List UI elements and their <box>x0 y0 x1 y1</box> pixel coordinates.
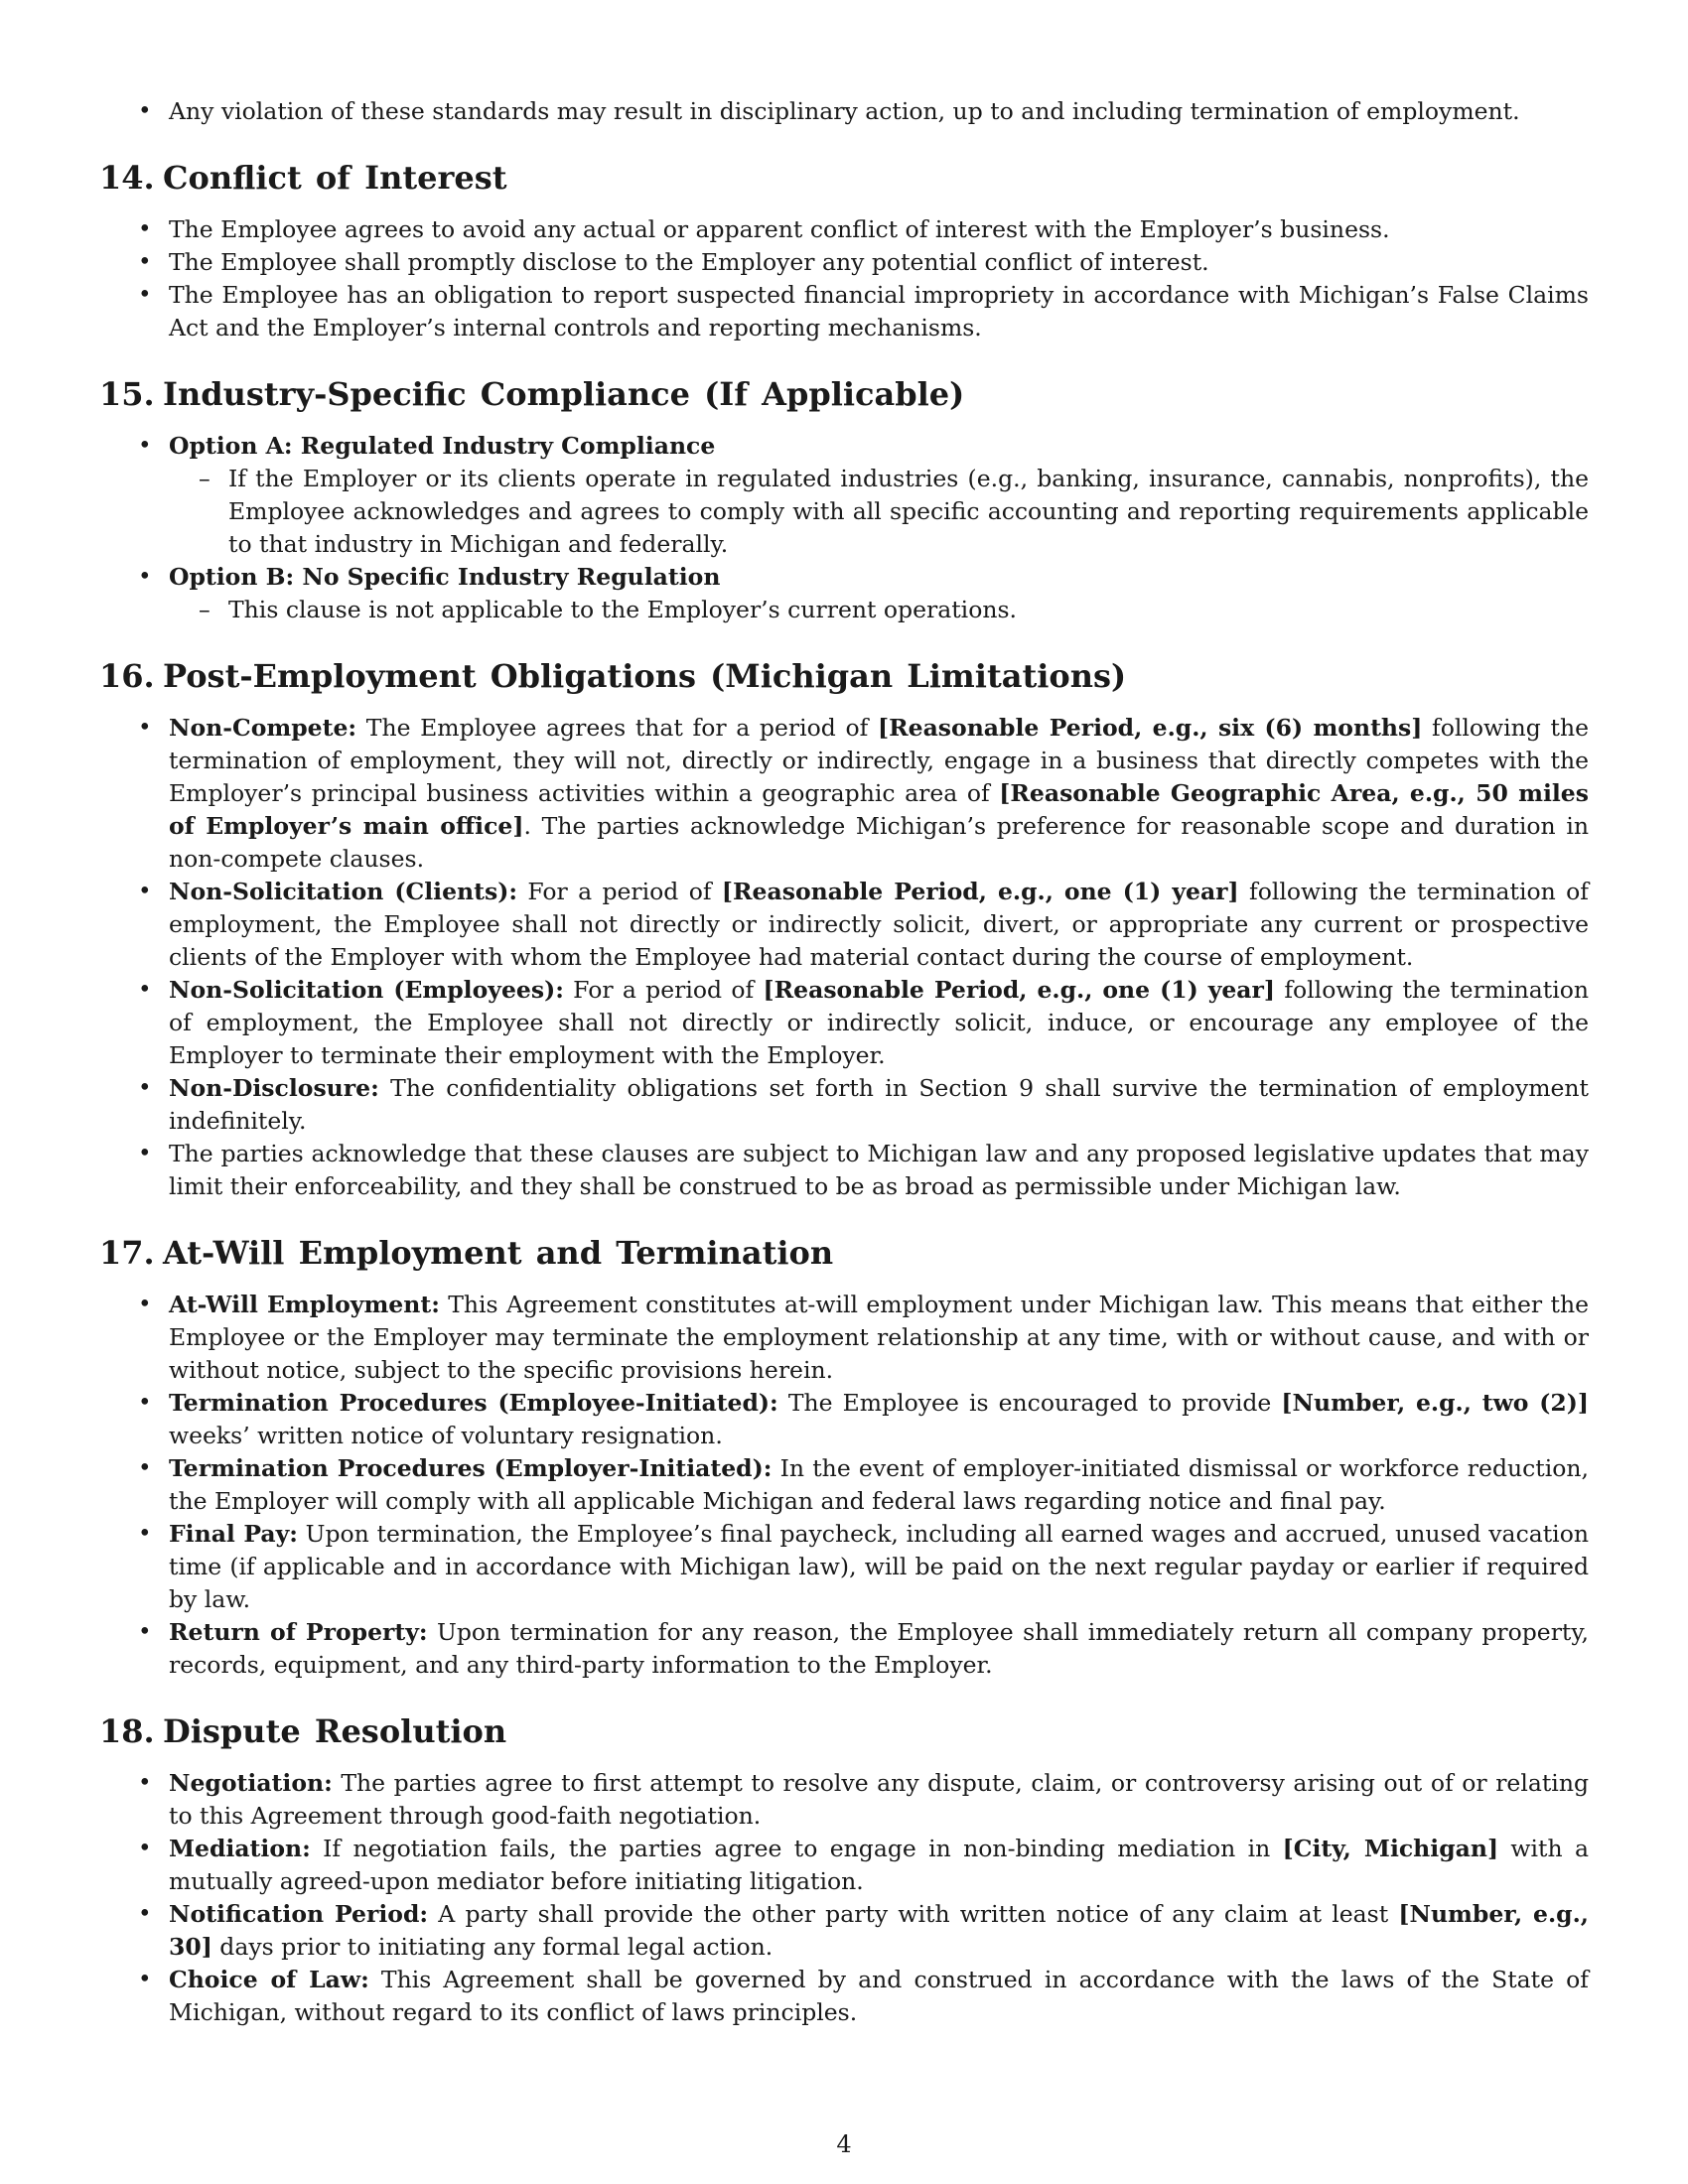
item-text: weeks’ written notice of voluntary resignation. <box>169 1422 723 1449</box>
item-label: Notification Period: <box>169 1900 429 1928</box>
section-title: At-Will Employment and Termination <box>163 1234 834 1272</box>
list-item <box>99 246 1589 279</box>
placeholder-number: [Number, e.g., two (2)] <box>1281 1389 1589 1417</box>
item-text: The confidentiality obligations set forth in Section 9 shall survive the termination of employment indefinitely. <box>169 1074 1589 1135</box>
item-label: Mediation: <box>169 1835 311 1862</box>
placeholder-period: [Reasonable Period, e.g., one (1) year] <box>763 976 1276 1004</box>
page-number: 4 <box>836 2130 852 2158</box>
placeholder-number: [Number, e.g., 30] <box>169 1900 1589 1961</box>
section-number: 18. <box>99 1712 155 1750</box>
section-heading-dispute-resolution <box>99 1711 1589 1751</box>
list-item-employer-initiated <box>99 1452 1589 1518</box>
item-label: At-Will Employment: <box>169 1291 440 1318</box>
list-item-non-solicitation-employees <box>99 974 1589 1072</box>
list-item-negotiation <box>99 1767 1589 1833</box>
item-text: For a period of <box>563 976 764 1004</box>
option-b-label: Option B: No Specific Industry Regulation <box>169 563 721 591</box>
placeholder-period: [Reasonable Period, e.g., six (6) months] <box>877 714 1423 742</box>
section-heading-at-will-employment <box>99 1233 1589 1273</box>
item-label: Non-Solicitation (Clients): <box>169 878 518 905</box>
item-text: If negotiation fails, the parties agree to engage in non-binding mediation in <box>310 1835 1283 1862</box>
section-title: Post-Employment Obligations (Michigan Limitations) <box>163 657 1127 695</box>
item-label: Non-Compete: <box>169 714 357 742</box>
document-page <box>99 95 1589 2029</box>
item-text: The Employee shall promptly disclose to the Employer any potential conflict of interest. <box>169 248 1209 276</box>
intro-list <box>99 95 1589 128</box>
list-item <box>99 95 1589 128</box>
list-item-choice-of-law <box>99 1964 1589 2029</box>
item-text: . The parties acknowledge Michigan’s preference for reasonable scope and duration in non-compete clauses. <box>169 812 1589 873</box>
section-number: 16. <box>99 657 155 695</box>
list-item <box>99 213 1589 246</box>
section-number: 15. <box>99 375 155 413</box>
item-text: The parties agree to first attempt to resolve any dispute, claim, or controversy arising out of or relating to this Agreement through good-faith negotiation. <box>169 1769 1589 1830</box>
list-item-option-b <box>99 561 1589 626</box>
item-text: For a period of <box>517 878 722 905</box>
list-item-option-a <box>99 430 1589 561</box>
list-item <box>99 279 1589 344</box>
item-text: The parties acknowledge that these clauses are subject to Michigan law and any proposed legislative updates that may limit their enforceability, and they shall be construed to be as broad as permissible under Michigan law. <box>169 1140 1589 1200</box>
item-text: following the termination of employment, the Employee shall not directly or indirectly solicit, induce, or encourage any employee of the Employer to terminate their employment with the Employer. <box>169 976 1590 1069</box>
section-heading-conflict-of-interest <box>99 158 1589 198</box>
placeholder-city: [City, Michigan] <box>1282 1835 1499 1862</box>
item-label: Final Pay: <box>169 1520 298 1548</box>
section-title: Dispute Resolution <box>163 1712 507 1750</box>
industry-compliance-list <box>99 430 1589 626</box>
list-item-mediation <box>99 1833 1589 1898</box>
item-text: In the event of employer-initiated dismissal or workforce reduction, the Employer will comply with all applicable Michigan and federal laws regarding notice and final pay. <box>169 1454 1590 1515</box>
at-will-list <box>99 1289 1589 1682</box>
list-item-non-disclosure <box>99 1072 1589 1138</box>
item-label: Negotiation: <box>169 1769 333 1797</box>
option-a-label: Option A: Regulated Industry Compliance <box>169 432 716 460</box>
list-item-final-pay <box>99 1518 1589 1616</box>
list-item-non-solicitation-clients <box>99 876 1589 974</box>
item-text: with a mutually agreed-upon mediator before initiating litigation. <box>169 1835 1589 1895</box>
item-label: Termination Procedures (Employer-Initiated): <box>169 1454 773 1482</box>
sub-list-item <box>169 594 1589 626</box>
item-text: Upon termination for any reason, the Employee shall immediately return all company property, records, equipment, and any third-party information to the Employer. <box>169 1618 1589 1679</box>
list-item-employee-initiated <box>99 1387 1589 1452</box>
item-text: Upon termination, the Employee’s final paycheck, including all earned wages and accrued, unused vacation time (if applicable and in accordance with Michigan law), will be paid on the next regular payday or earlier if required by law. <box>169 1520 1589 1613</box>
item-text: following the termination of employment, they will not, directly or indirectly, engage in a business that directly competes with the Employer’s principal business activities within a geographic area of <box>169 714 1589 807</box>
section-heading-post-employment <box>99 656 1589 696</box>
item-label: Termination Procedures (Employee-Initiated): <box>169 1389 778 1417</box>
list-item-notification-period <box>99 1898 1589 1964</box>
sub-item-text: If the Employer or its clients operate in regulated industries (e.g., banking, insurance, cannabis, nonprofits), the Employee acknowledges and agrees to comply with all specific accounting and reporting requirements applicable to that industry in Michigan and federally. <box>228 465 1589 558</box>
item-text: Any violation of these standards may result in disciplinary action, up to and including termination of employment. <box>169 97 1520 125</box>
post-employment-list <box>99 712 1589 1203</box>
list-item-at-will <box>99 1289 1589 1387</box>
item-text: The Employee agrees to avoid any actual or apparent conflict of interest with the Employer’s business. <box>169 215 1390 243</box>
dispute-resolution-list <box>99 1767 1589 2029</box>
placeholder-area: [Reasonable Geographic Area, e.g., 50 miles of Employer’s main office] <box>169 779 1589 840</box>
section-title: Conflict of Interest <box>163 159 507 197</box>
section-title: Industry-Specific Compliance (If Applicable) <box>163 375 965 413</box>
item-text: This Agreement shall be governed by and construed in accordance with the laws of the State of Michigan, without regard to its conflict of laws principles. <box>169 1966 1589 2026</box>
item-label: Non-Solicitation (Employees): <box>169 976 564 1004</box>
sub-item-text: This clause is not applicable to the Employer’s current operations. <box>228 596 1018 623</box>
list-item-acknowledgement <box>99 1138 1589 1203</box>
section-number: 17. <box>99 1234 155 1272</box>
item-text: A party shall provide the other party with written notice of any claim at least <box>428 1900 1399 1928</box>
section-number: 14. <box>99 159 155 197</box>
conflict-of-interest-list <box>99 213 1589 344</box>
sub-list-item <box>169 463 1589 561</box>
item-text: The Employee is encouraged to provide <box>777 1389 1282 1417</box>
option-a-sublist <box>169 463 1589 561</box>
item-label: Non-Disclosure: <box>169 1074 379 1102</box>
item-text: This Agreement constitutes at-will employment under Michigan law. This means that either the Employee or the Employer may terminate the employment relationship at any time, with or without cause, and with or without notice, subject to the specific provisions herein. <box>169 1291 1589 1384</box>
option-b-sublist <box>169 594 1589 626</box>
item-text: days prior to initiating any formal legal action. <box>211 1933 774 1961</box>
section-heading-industry-compliance <box>99 374 1589 414</box>
item-label: Choice of Law: <box>169 1966 369 1993</box>
placeholder-period: [Reasonable Period, e.g., one (1) year] <box>721 878 1239 905</box>
item-text: following the termination of employment, the Employee shall not directly or indirectly solicit, divert, or appropriate any current or prospective clients of the Employer with whom the Employee had material contact during the course of employment. <box>169 878 1589 971</box>
list-item-return-of-property <box>99 1616 1589 1682</box>
item-label: Return of Property: <box>169 1618 428 1646</box>
item-text: The Employee agrees that for a period of <box>356 714 878 742</box>
list-item-non-compete <box>99 712 1589 876</box>
item-text: The Employee has an obligation to report suspected financial impropriety in accordance with Michigan’s False Claims Act and the Employer’s internal controls and reporting mechanisms. <box>169 281 1589 341</box>
